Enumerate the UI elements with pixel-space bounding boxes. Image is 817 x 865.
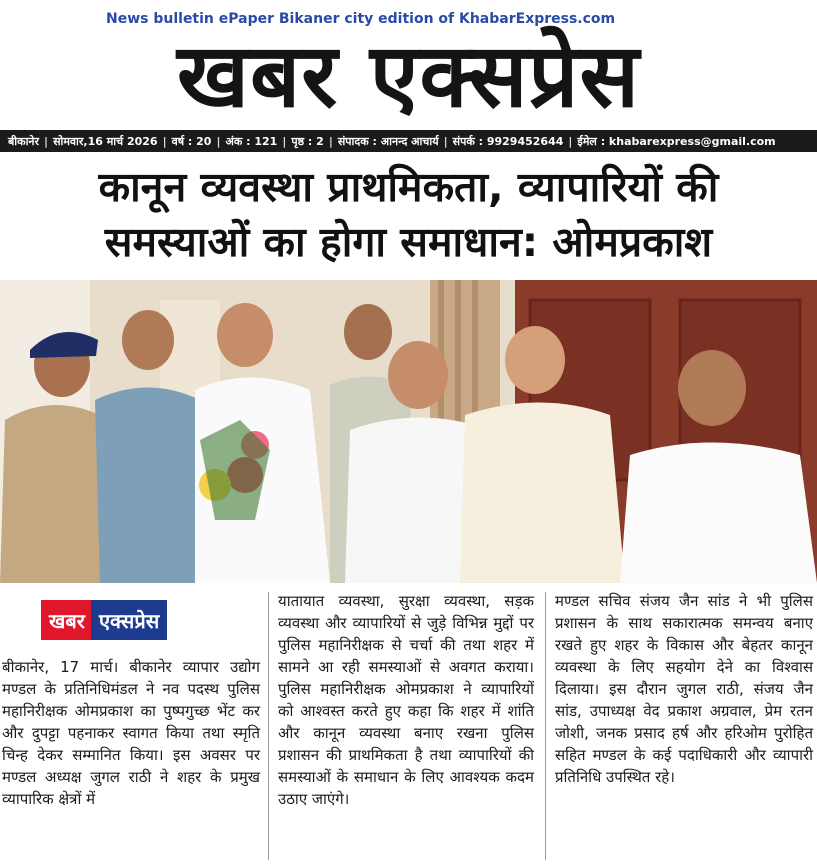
article-headline — [0, 160, 817, 270]
masthead — [0, 0, 817, 130]
logo-part-khabar: खबर — [41, 600, 91, 640]
info-year: वर्ष : 20 — [171, 134, 212, 148]
column-divider-2 — [545, 592, 546, 860]
article-column-2 — [278, 590, 534, 810]
info-editor: संपादक : आनन्द आचार्य — [337, 134, 439, 148]
column-divider-1 — [268, 592, 269, 860]
khabar-express-logo — [41, 600, 231, 640]
info-city: बीकानेर — [8, 134, 40, 148]
article-paragraph-1: बीकानेर, 17 मार्च। बीकानेर व्यापार उद्योग मण्डल के प्रतिनिधिमंडल ने नव पदस्थ पुलिस महानिरीक्षक ओमप्रकाश का पुष्पगुच्छ भेंट कर और दुपट्टा पहनाकर स्वागत किया तथा स्मृति चिन्ह देकर सम्मानित किया। इस अवसर पर मण्डल अध्यक्ष जुगल राठी ने शहर के प्रमुख व्यापारिक क्षेत्रों में — [2, 658, 260, 808]
headline-line-1: कानून व्यवस्था प्राथमिकता, व्यापारियों की — [98, 163, 719, 211]
article-paragraph-3: मण्डल सचिव संजय जैन सांड ने भी पुलिस प्रशासन के साथ सकारात्मक समन्वय बनाए रखते हुए शहर के विकास और बेहतर कानून व्यवस्था के लिए सहयोग देने का विश्वास दिलाया। इस दौरान जुगल राठी, संजय जैन सांड, उपाध्यक्ष वेद प्रकाश अग्रवाल, प्रेम रतन जोशी, जनक प्रसाद हर्ष और हरिओम पुरोहित सहित मण्डल के कई पदाधिकारी और व्यापारी प्रतिनिधि उपस्थित रहे। — [555, 592, 813, 786]
logo-part-express: एक्सप्रेस — [91, 600, 167, 640]
article-paragraph-2: यातायात व्यवस्था, सुरक्षा व्यवस्था, सड़क व्यवस्था और व्यापारियों से जुड़े विभिन्न मुद्दों पर पुलिस महानिरीक्षक से चर्चा की तथा शहर में सामने आ रही समस्याओं से अवगत कराया। पुलिस महानिरीक्षक ओमप्रकाश ने व्यापारियों को आश्वस्त करते हुए कहा कि शहर में शांति और कानून व्यवस्था बनाए रखना पुलिस प्रशासन की प्राथमिकता है तथा व्यापारियों की समस्याओं के समाधान के लिए आवश्यक कदम उठाए जाएंगे। — [278, 592, 534, 808]
info-page: पृष्ठ : 2 — [291, 134, 324, 148]
info-contact: संपर्क : 9929452644 — [452, 134, 564, 148]
info-email: ईमेल : khabarexpress@gmail.com — [577, 134, 776, 148]
masthead-subline: News bulletin ePaper Bikaner city edition of KhabarExpress.com — [106, 11, 616, 27]
info-date: सोमवार,16 मार्च 2026 — [53, 134, 158, 148]
masthead-title: खबर एक्सप्रेस — [176, 24, 640, 127]
news-photo — [0, 280, 817, 583]
info-issue: अंक : 121 — [225, 134, 278, 148]
article-column-1 — [2, 656, 260, 810]
headline-line-2: समस्याओं का होगा समाधान: ओमप्रकाश — [104, 218, 713, 266]
photo-illustration — [0, 280, 817, 583]
edition-info-bar: बीकानेर | सोमवार,16 मार्च 2026 | वर्ष : 20 | अंक : 121 | पृष्ठ : 2 | संपादक : आनन्द आचार्य | संपर्क : 9929452644 | ईमेल : khabarexpress@gmail.com — [0, 130, 817, 152]
article-column-3 — [555, 590, 813, 788]
